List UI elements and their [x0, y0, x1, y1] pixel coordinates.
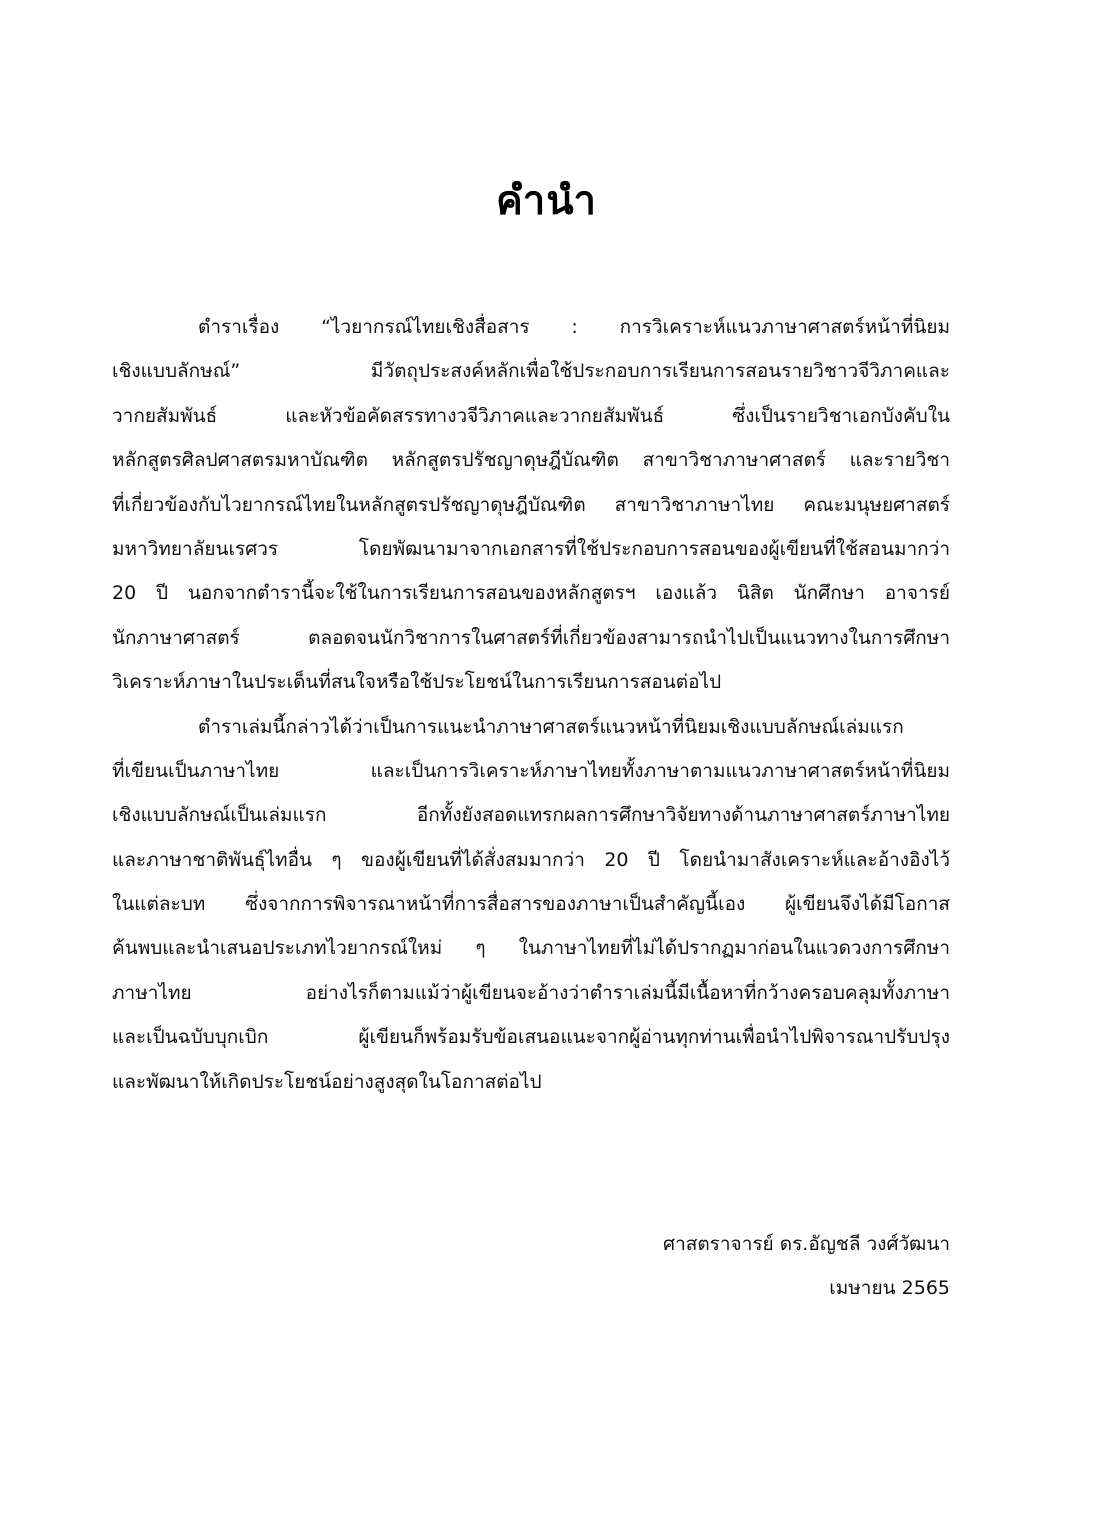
paragraph-2-line: ในแต่ละบท ซึ่งจากการพิจารณาหน้าที่การสื่อสารของภาษาเป็นสำคัญนี้เอง ผู้เขียนจึงได้มีโอกาส — [112, 893, 950, 916]
page-title: คำนำ — [495, 178, 598, 224]
paragraph-2-line: ที่เขียนเป็นภาษาไทย และเป็นการวิเคราะห์ภาษาไทยทั้งภาษาตามแนวภาษาศาสตร์หน้าที่นิยม — [112, 759, 950, 782]
paragraph-1-line: วากยสัมพันธ์ และหัวข้อคัดสรรทางวจีวิภาคและวากยสัมพันธ์ ซึ่งเป็นรายวิชาเอกบังคับใน — [112, 404, 950, 427]
paragraph-1-line: หลักสูตรศิลปศาสตรมหาบัณฑิต หลักสูตรปรัชญาดุษฎีบัณฑิต สาขาวิชาภาษาศาสตร์ และรายวิชา — [112, 449, 950, 472]
paragraph-2-line: เชิงแบบลักษณ์เป็นเล่มแรก อีกทั้งยังสอดแทรกผลการศึกษาวิจัยทางด้านภาษาศาสตร์ภาษาไทย — [112, 804, 950, 827]
paragraph-2-line: ตำราเล่มนี้กล่าวได้ว่าเป็นการแนะนำภาษาศาสตร์แนวหน้าที่นิยมเชิงแบบลักษณ์เล่มแรก — [198, 715, 904, 738]
author-name: ศาสตราจารย์ ดร.อัญชลี วงศ์วัฒนา — [663, 1233, 950, 1255]
paragraph-1-line: 20 ปี นอกจากตำรานี้จะใช้ในการเรียนการสอนของหลักสูตรฯ เองแล้ว นิสิต นักศึกษา อาจารย์ — [112, 582, 950, 605]
paragraph-1-line: นักภาษาศาสตร์ ตลอดจนนักวิชาการในศาสตร์ที่เกี่ยวข้องสามารถนำไปเป็นแนวทางในการศึกษา — [112, 626, 950, 649]
signature-block — [350, 1222, 950, 1311]
paragraph-1-line: มหาวิทยาลัยนเรศวร โดยพัฒนามาจากเอกสารที่ใช้ประกอบการสอนของผู้เขียนที่ใช้สอนมากว่า — [112, 537, 950, 560]
paragraph-2-line: และภาษาชาติพันธุ์ไทอื่น ๆ ของผู้เขียนที่ได้สั่งสมมากว่า 20 ปี โดยนำมาสังเคราะห์และอ้างอิงไว้ — [112, 848, 950, 871]
paragraph-2-line: และเป็นฉบับบุกเบิก ผู้เขียนก็พร้อมรับข้อเสนอแนะจากผู้อ่านทุกท่านเพื่อนำไปพิจารณาปรับปรุง — [112, 1026, 950, 1049]
paragraph-2-line: ภาษาไทย อย่างไรก็ตามแม้ว่าผู้เขียนจะอ้างว่าตำราเล่มนี้มีเนื้อหาที่กว้างครอบคลุมทั้งภาษา — [112, 981, 950, 1004]
paragraph-1-line: ที่เกี่ยวข้องกับไวยากรณ์ไทยในหลักสูตรปรัชญาดุษฎีบัณฑิต สาขาวิชาภาษาไทย คณะมนุษยศาสตร์ — [112, 493, 950, 516]
paragraph-2-line: และพัฒนาให้เกิดประโยชน์อย่างสูงสุดในโอกาสต่อไป — [112, 1070, 542, 1093]
signature-date: เมษายน 2565 — [829, 1277, 950, 1300]
paragraph-1-line: วิเคราะห์ภาษาในประเด็นที่สนใจหรือใช้ประโยชน์ในการเรียนการสอนต่อไป — [112, 671, 722, 694]
paragraph-1-line: เชิงแบบลักษณ์” มีวัตถุประสงค์หลักเพื่อใช้ประกอบการเรียนการสอนรายวิชาวจีวิภาคและ — [112, 360, 950, 383]
preface-body — [112, 305, 950, 1104]
paragraph-1-line: ตำราเรื่อง “ไวยากรณ์ไทยเชิงสื่อสาร : การวิเคราะห์แนวภาษาศาสตร์หน้าที่นิยม — [198, 316, 950, 338]
paragraph-2-line: ค้นพบและนำเสนอประเภทไวยากรณ์ใหม่ ๆ ในภาษาไทยที่ไม่ได้ปรากฏมาก่อนในแวดวงการศึกษา — [112, 937, 950, 960]
